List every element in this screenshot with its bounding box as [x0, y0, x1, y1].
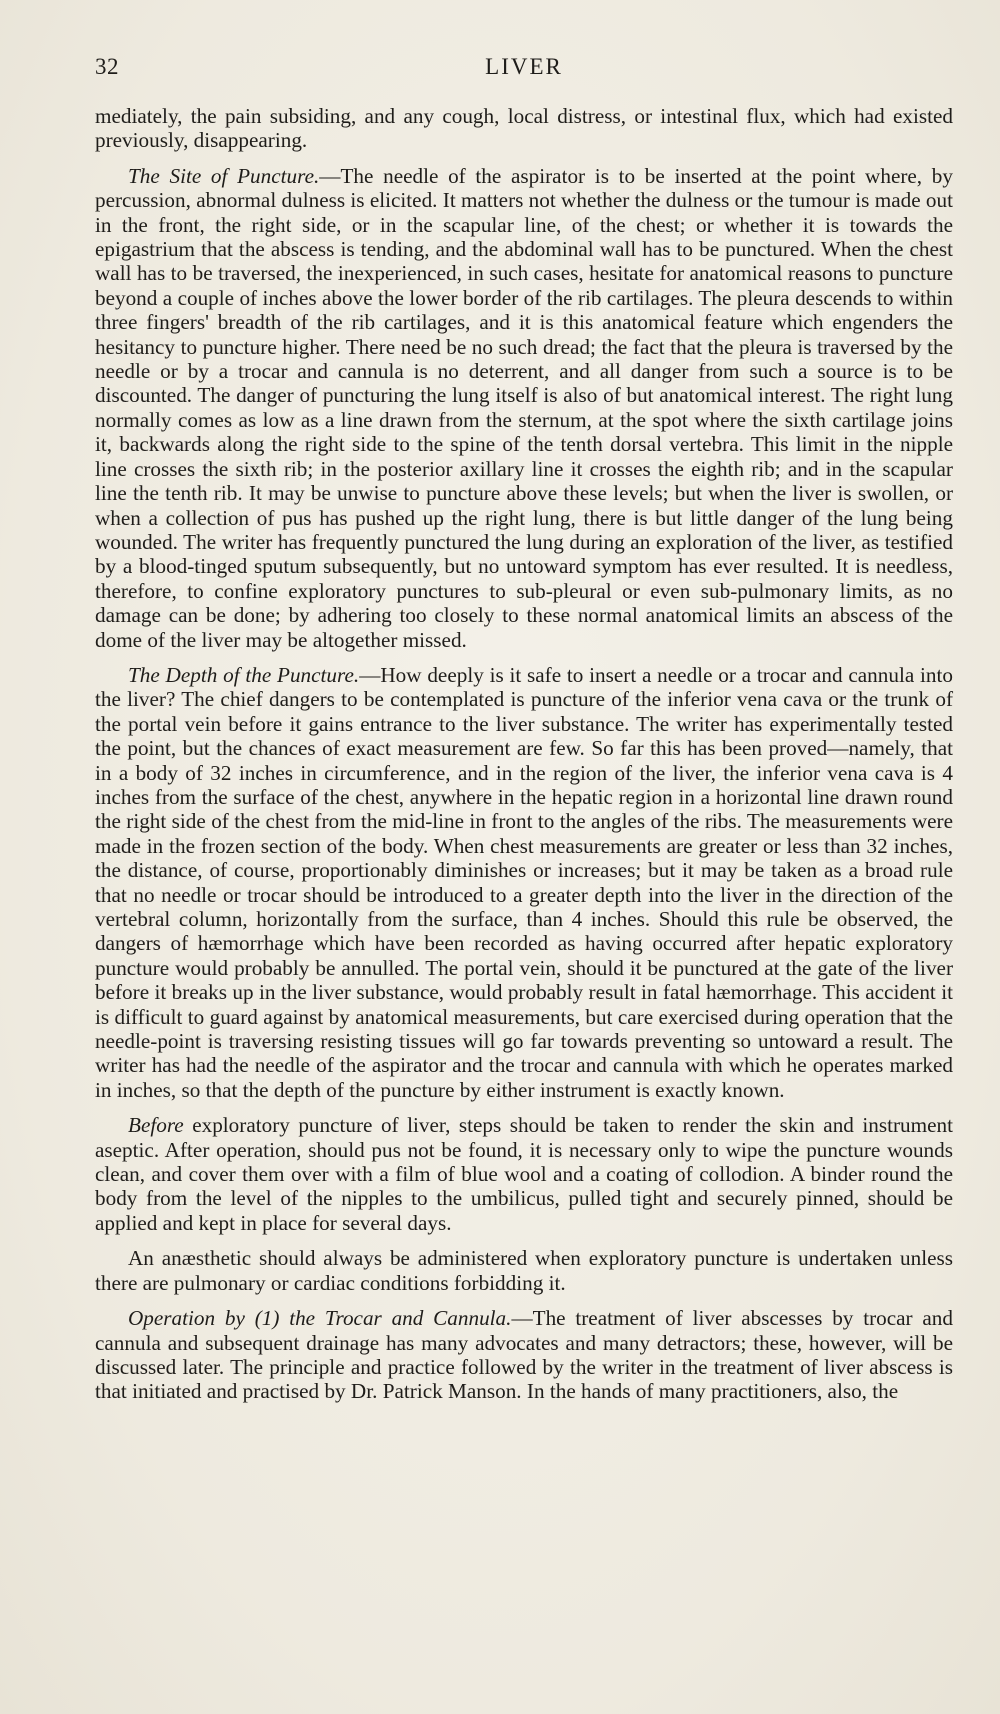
paragraph-text: mediately, the pain subsiding, and any cough, local distress, or intestinal flux, which had existed previously, disappearing. — [95, 104, 953, 153]
paragraph-operation-trocar — [95, 1306, 953, 1404]
running-head: LIVER — [485, 54, 563, 79]
page-number: 32 — [95, 54, 119, 79]
section-lead-before: Before — [128, 1113, 184, 1138]
body-text — [95, 104, 953, 1415]
paragraph-before-puncture — [95, 1113, 953, 1235]
paragraph-text: —How deeply is it safe to insert a needle or a trocar and cannula into the liver? The chief dangers to be contemplated is puncture of the inferior vena cava or the trunk of the portal vein before it gains entrance to the liver substance. The writer has experimentally tested the point, but the chances of exact measurement are few. So far this has been proved—namely, that in a body of 32 inches in circumference, and in the region of the liver, the inferior vena cava is 4 inches from the surface of the chest, anywhere in the hepatic region in a horizontal line drawn round the right side of the chest from the mid-line in front to the angles of the ribs. The measurements were made in the frozen section of the body. When chest measurements are greater or less than 32 inches, the distance, of course, proportionably diminishes or increases; but it may be taken as a broad rule that no needle or trocar should be introduced to a greater depth into the liver in the direction of the vertebral column, horizontally from the surface, than 4 inches. Should this rule be observed, the dangers of hæmorrhage which have been recorded as having occurred after hepatic exploratory puncture would probably be annulled. The portal vein, should it be punctured at the gate of the liver before it breaks up in the liver substance, would probably result in fatal hæmorrhage. This accident it is difficult to guard against by anatomical measurements, but care exercised during operation that the needle-point is traversing resisting tissues will go far towards preventing so untoward a result. The writer has had the needle of the aspirator and the trocar and cannula with which he operates marked in inches, so that the depth of the puncture by either instrument is exactly known. — [95, 662, 953, 1102]
paragraph-text: exploratory puncture of liver, steps should be taken to render the skin and instrument aseptic. After operation, should pus not be found, it is necessary only to wipe the puncture wounds clean, and cover them over with a film of blue wool and a coating of collodion. A binder round the body from the level of the nipples to the umbilicus, pulled tight and securely pinned, should be applied and kept in place for several days. — [95, 1113, 953, 1235]
section-lead-operation-trocar: Operation by (1) the Trocar and Cannula. — [128, 1306, 512, 1331]
paragraph-text: —The needle of the aspirator is to be inserted at the point where, by percussion, abnormal dulness is elicited. It matters not whether the dulness or the tumour is made out in the front, the right side, or in the scapular line, of the chest; or whether it is towards the epigastrium that the abscess is tending, and the abdominal wall has to be punctured. When the chest wall has to be traversed, the inexperienced, in such cases, hesitate for anatomical reasons to puncture beyond a couple of inches above the lower border of the rib cartilages. The pleura descends to within three fingers' breadth of the rib cartilages, and it is this anatomical feature which engenders the hesitancy to puncture higher. There need be no such dread; the fact that the pleura is traversed by the needle or by a trocar and cannula is no deterrent, and all danger from such a source is to be discounted. The danger of puncturing the lung itself is also of but anatomical interest. The right lung normally comes as low as a line drawn from the sternum, at the spot where the sixth cartilage joins it, backwards along the right side to the spine of the tenth dorsal vertebra. This limit in the nipple line crosses the sixth rib; in the posterior axillary line it crosses the eighth rib; and in the scapular line the tenth rib. It may be unwise to puncture above these levels; but when the liver is swollen, or when a collection of pus has pushed up the right lung, there is but little danger of the lung being wounded. The writer has frequently punctured the lung during an exploration of the liver, as testified by a blood-tinged sputum subsequently, but no untoward symptom has ever resulted. It is needless, therefore, to confine exploratory punctures to sub-pleural or even sub-pulmonary limits, as no damage can be done; by adhering too closely to these normal anatomical limits an abscess of the dome of the liver may be altogether missed. — [95, 163, 953, 652]
paragraph-depth-of-puncture — [95, 663, 953, 1102]
section-lead-depth-of-puncture: The Depth of the Puncture. — [128, 662, 360, 687]
paragraph-text: An anæsthetic should always be administered when exploratory puncture is undertaken unless there are pulmonary or cardiac conditions forbidding it. — [95, 1246, 953, 1295]
paragraph-continuation — [95, 104, 953, 153]
paragraph-text: —The treatment of liver abscesses by trocar and cannula and subsequent drainage has many advocates and many detractors; these, however, will be discussed later. The principle and practice followed by the writer in the treatment of liver abscess is that initiated and practised by Dr. Patrick Manson. In the hands of many practitioners, also, the — [95, 1306, 953, 1404]
paragraph-anaesthetic — [95, 1246, 953, 1295]
page-header — [95, 54, 953, 86]
section-lead-site-of-puncture: The Site of Puncture. — [128, 163, 320, 188]
paragraph-site-of-puncture — [95, 164, 953, 652]
